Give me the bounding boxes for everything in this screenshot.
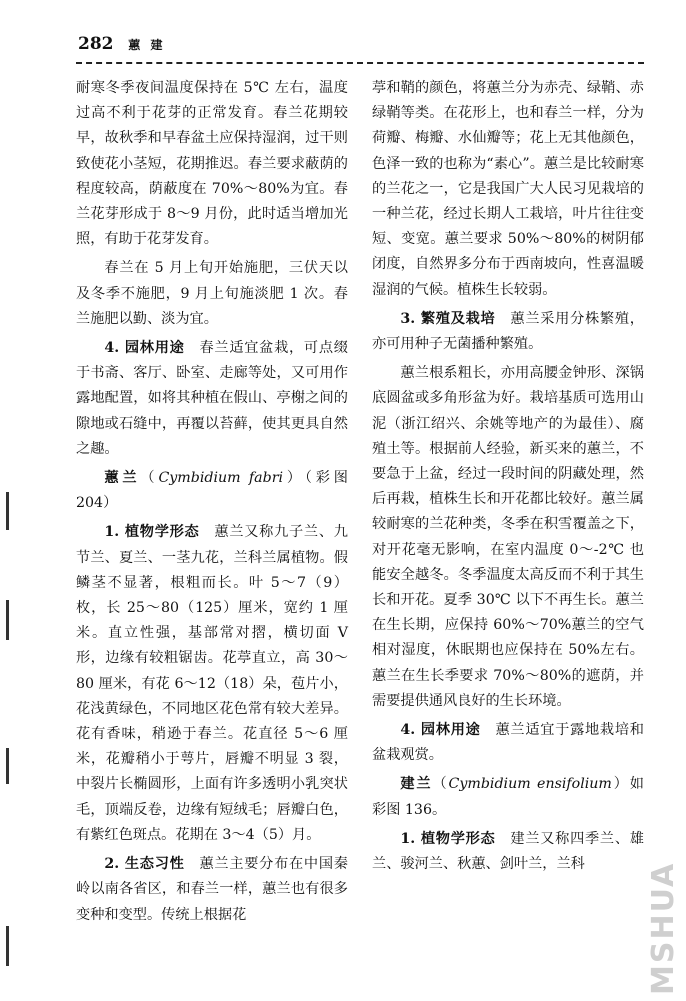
latin-name: Cymbidium ensifolium bbox=[448, 776, 612, 793]
section-text: 蕙兰主要分布在中国秦岭以南各省区，和春兰一样，蕙兰也有很多变种和变型。传统上根据花 bbox=[76, 856, 348, 923]
paragraph: 春兰在 5 月上旬开始施肥，三伏天以及冬季不施肥，9 月上旬施淡肥 1 次。春兰施肥以勤、淡为宜。 bbox=[76, 260, 348, 327]
paragraph bbox=[76, 852, 348, 928]
species-heading bbox=[76, 466, 348, 516]
section-heading: 3. 繁殖及栽培 bbox=[400, 310, 496, 327]
paragraph bbox=[372, 307, 644, 357]
section-heading: 4. 园林用途 bbox=[104, 340, 185, 357]
section-text: 蕙兰采用分株繁殖，亦可用种子无菌播种繁殖。 bbox=[372, 310, 644, 353]
paragraph: 蕙兰根系粗长，亦用高腰金钟形、深锅底圆盆或多角形盆为好。栽培基质可选用山泥（浙江绍兴、余姚等地产的为最佳）、腐殖土等。根据前人经验，新买来的蕙兰，不要急于上盆，经过一段时间的阴藏处理，然后再栽，植株生长和开花都比较好。蕙兰属较耐寒的兰花种类，冬季在积雪覆盖之下，对开花毫无影响，在室内温度 0～-2℃ 也能安全越冬。冬季温度太高反而不利于其生长和开花。夏季 30℃ 以下不再生长。蕙兰在生长期，应保持 60%～70%蕙兰的空气相对湿度，休眠期也应保持在 50%左右。蕙兰在生长季要求 70%～80%的遮荫，并需要提供通风良好的生长环境。 bbox=[372, 365, 644, 709]
species-name: 蕙兰 bbox=[104, 470, 141, 487]
latin-close: ） bbox=[283, 470, 305, 487]
section-text: 春兰适宜盆栽，可点缀于书斋、客厅、卧室、走廊等处，又可用作露地配置，如将其种植在假山、亭榭之间的隙地或石缝中，再覆以苔藓，使其更具自然之趣。 bbox=[76, 340, 348, 457]
scan-edge-mark bbox=[6, 492, 9, 530]
header-rule bbox=[76, 62, 644, 64]
page-number: 282 bbox=[78, 34, 114, 54]
section-heading: 2. 生态习性 bbox=[104, 856, 185, 873]
section-heading: 4. 园林用途 bbox=[400, 722, 481, 739]
section-text: 建兰又称四季兰、雄兰、骏河兰、秋蕙、剑叶兰，兰科 bbox=[372, 830, 644, 873]
scan-edge-mark bbox=[6, 600, 9, 640]
figure-ref: 如彩图 136。 bbox=[372, 776, 644, 818]
latin-close: ） bbox=[611, 776, 630, 793]
page-header bbox=[78, 34, 638, 62]
species-heading bbox=[372, 772, 644, 822]
watermark: MSHUA bbox=[646, 861, 681, 995]
figure-ref: （彩图 204） bbox=[76, 470, 348, 512]
paragraph bbox=[76, 520, 348, 848]
latin-open: （ bbox=[432, 776, 449, 793]
scan-edge-mark bbox=[6, 748, 9, 784]
paragraph bbox=[372, 718, 644, 768]
running-title: 蕙 建 bbox=[128, 38, 166, 52]
latin-open: （ bbox=[140, 470, 159, 487]
latin-name: Cymbidium fabri bbox=[158, 470, 284, 487]
section-text: 蕙兰又称九子兰、九节兰、夏兰、一茎九花，兰科兰属植物。假鳞茎不显著，根粗而长。叶 5～7（9）枚，长 25～80（125）厘米，宽约 1 厘米。直立性强，基部常对摺，横切面 V 形，边缘有较粗锯齿。花葶直立，高 30～80 厘米，有花 6～12（18）朵，苞片小，花浅黄绿色，不同地区花色常有较大差异。花有香味，稍逊于春兰。花直径 5～6 厘米，花瓣稍小于萼片，唇瓣不明显 3 裂，中裂片长椭圆形，上面有许多透明小乳突状毛，顶端反卷，边缘有短绒毛；唇瓣白色，有紫红色斑点。花期在 3～4（5）月。 bbox=[76, 524, 348, 843]
paragraph bbox=[372, 827, 644, 877]
paragraph bbox=[76, 336, 348, 462]
species-name: 建兰 bbox=[400, 776, 433, 793]
paragraph: 耐寒冬季夜间温度保持在 5℃ 左右，温度过高不利于花芽的正常发育。春兰花期较早，故秋季和早春盆土应保持湿润，过干则致使花小茎短，花期推迟。春兰要求蔽荫的程度较高，荫蔽度在 70%～80%为宜。春兰花芽形成于 8～9 月份，此时适当增加光照，有助于花芽发育。 bbox=[76, 80, 348, 248]
left-column bbox=[76, 76, 348, 928]
section-heading: 1. 植物学形态 bbox=[400, 830, 496, 847]
paragraph: 葶和鞘的颜色，将蕙兰分为赤壳、绿鞘、赤绿鞘等类。在花形上，也和春兰一样，分为荷瓣、梅瓣、水仙瓣等；花上无其他颜色，色泽一致的也称为“素心”。蕙兰是比较耐寒的兰花之一，它是我国广大人民习见栽培的一种兰花，经过长期人工栽培，叶片往往变短、变宽。蕙兰要求 50%～80%的树阴郁闭度，自然界多分布于西南坡向，性喜温暖湿润的气候。植株生长较弱。 bbox=[372, 80, 644, 298]
section-text: 蕙兰适宜于露地栽培和盆栽观赏。 bbox=[372, 722, 644, 764]
right-column bbox=[372, 76, 644, 877]
section-heading: 1. 植物学形态 bbox=[104, 524, 200, 541]
scan-edge-mark bbox=[6, 926, 9, 966]
